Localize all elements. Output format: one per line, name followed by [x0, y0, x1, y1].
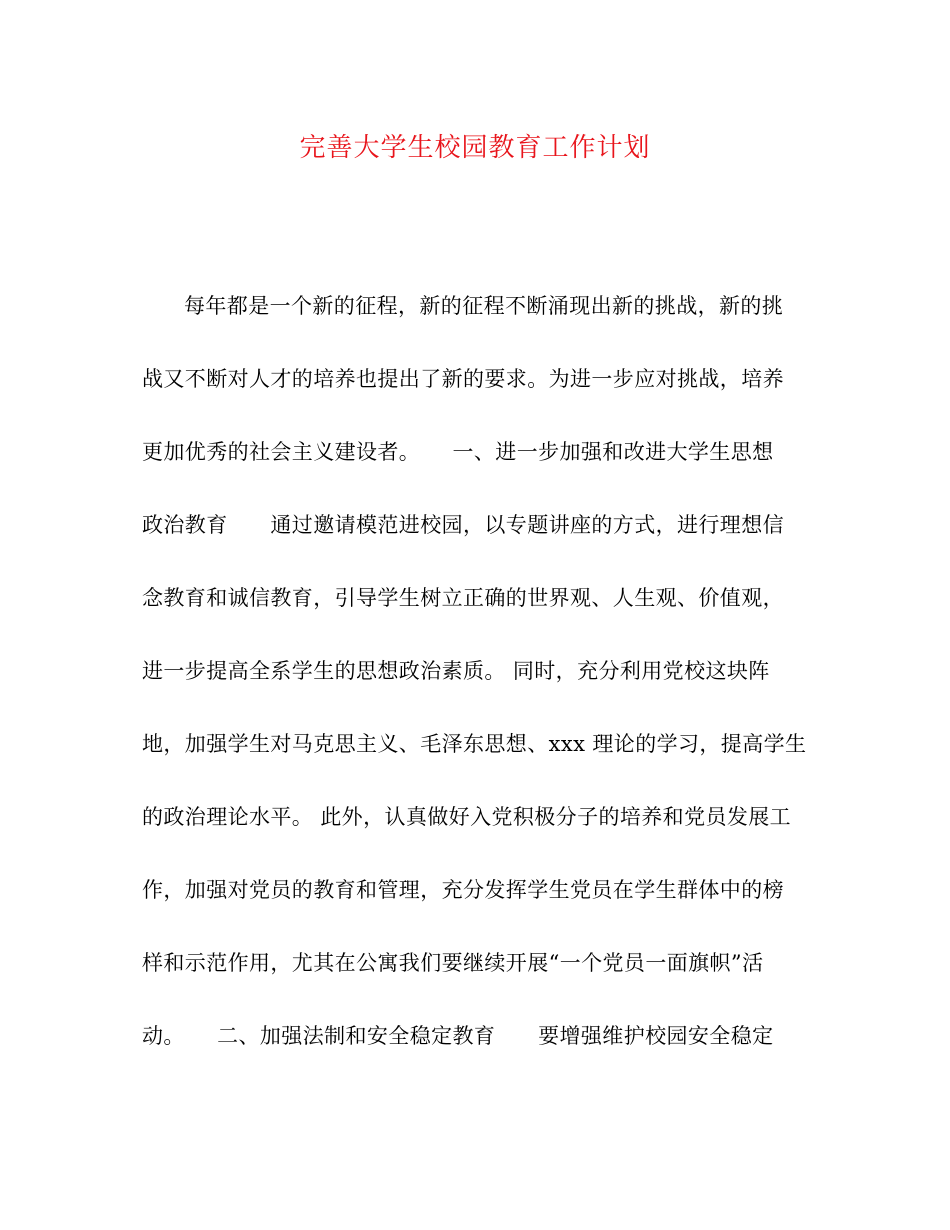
- document-title: 完善大学生校园教育工作计划: [299, 133, 651, 163]
- body-line: 作，加强对党员的教育和管理，充分发挥学生党员在学生群体中的榜: [142, 878, 784, 902]
- body-line: 进一步提高全系学生的思想政治素质。 同时，充分利用党校这块阵: [142, 659, 770, 683]
- document-body: [142, 286, 822, 1089]
- body-line: 的政治理论水平。 此外，认真做好入党积极分子的培养和党员发展工: [142, 805, 792, 829]
- body-line: 更加优秀的社会主义建设者。 一、进一步加强和改进大学生思想: [142, 440, 774, 464]
- body-line: 念教育和诚信教育，引导学生树立正确的世界观、人生观、价值观，: [142, 586, 784, 610]
- body-line: 地，加强学生对马克思主义、毛泽东思想、xxx 理论的学习，提高学生: [142, 732, 807, 756]
- body-line: 战又不断对人才的培养也提出了新的要求。为进一步应对挑战，培养: [142, 367, 784, 391]
- body-line: 每年都是一个新的征程，新的征程不断涌现出新的挑战，新的挑: [184, 294, 784, 318]
- body-line: 政治教育 通过邀请模范进校园，以专题讲座的方式，进行理想信: [142, 513, 784, 537]
- body-line: 动。 二、加强法制和安全稳定教育 要增强维护校园安全稳定: [142, 1024, 774, 1048]
- body-line: 样和示范作用，尤其在公寓我们要继续开展“一个党员一面旗帜”活: [142, 951, 764, 975]
